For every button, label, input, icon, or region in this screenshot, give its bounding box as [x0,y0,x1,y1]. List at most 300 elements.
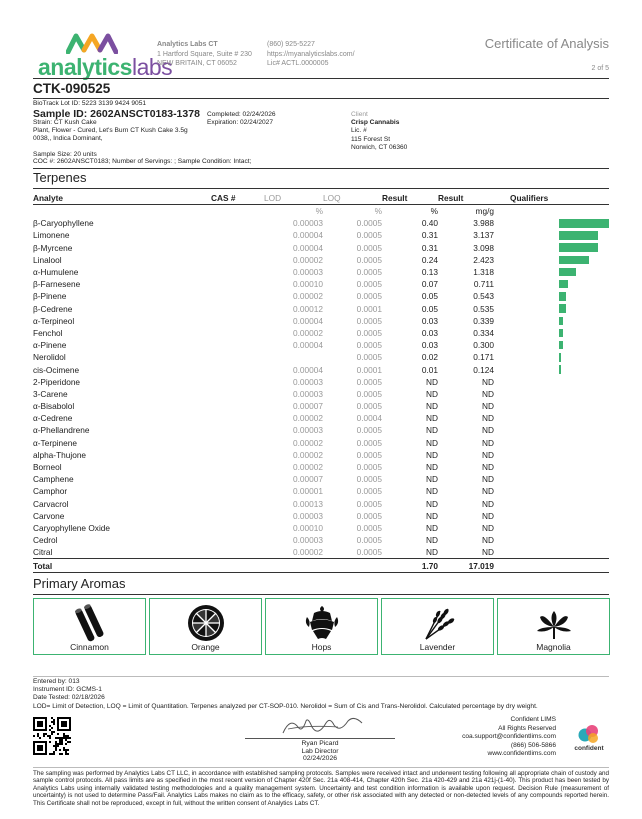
lims-name: Confident LIMS [510,716,556,723]
result-mgg: 1.318 [473,267,494,278]
result-pct: ND [426,413,438,424]
unit-result-pct: % [430,206,438,217]
table-row [33,217,609,229]
result-pct: ND [426,486,438,497]
lod-value: 0.00004 [293,242,323,253]
qr-code[interactable] [33,717,71,755]
client-license: Lic. # [351,127,367,135]
result-pct: 0.05 [421,291,438,302]
lod-value: 0.00003 [293,425,323,436]
lims-email[interactable]: coa.support@confidentlims.com [462,733,556,741]
lims-rights: All Rights Reserved [498,724,556,732]
aroma-card-hops [265,598,378,655]
loq-value: 0.0005 [356,267,382,278]
qualifier-bar [559,341,563,350]
loq-value: 0.0005 [356,242,382,253]
signer-name: Ryan Picard [301,740,339,747]
table-row [33,315,609,327]
loq-value: 0.0005 [356,401,382,412]
cas-number [211,522,264,534]
result-pct: ND [426,474,438,485]
table-row [33,303,609,315]
analyte-name: Caryophyllene Oxide [33,522,111,533]
analyte-name: 3-Carene [33,388,68,399]
strain: Strain: CT Kush Cake [33,119,97,126]
aroma-label-lavender: Lavender [419,642,456,652]
col-loq: LOQ [323,193,341,203]
qualifier-bar [559,256,589,265]
result-mgg: ND [482,413,494,424]
result-mgg: ND [482,449,494,460]
analyte-name: α-Cedrene [33,413,73,424]
signature-image [278,713,368,739]
cas-number [211,424,264,436]
analyte-name: cis-Ocimene [33,364,80,375]
lod-value: 0.00013 [293,498,323,509]
biotrack-lot-id: BioTrack Lot ID: 5223 3139 9424 9051 [33,100,147,107]
aroma-card-cinnamon [33,598,146,655]
result-pct: ND [426,535,438,546]
lod-value [264,351,323,363]
lod-value: 0.00002 [293,327,323,338]
lod-value: 0.00002 [293,547,323,558]
loq-value: 0.0004 [356,413,382,424]
cas-number [211,461,264,473]
matrix-line1: Plant, Flower - Cured, Let's Burn CT Kush Cake 3.5g [33,127,188,134]
lod-value: 0.00004 [293,315,323,326]
result-mgg: ND [482,486,494,497]
orange-slice-icon [186,603,226,643]
qualifier-bar-cell [494,546,609,559]
result-pct: 0.03 [421,340,438,351]
table-row [33,461,609,473]
qualifier-bar-cell [494,315,609,327]
col-result-pct: Result [382,193,408,203]
result-pct: ND [426,425,438,436]
cas-number [211,339,264,351]
result-mgg: ND [482,462,494,473]
analyte-name: Linalool [33,254,62,265]
matrix-line2: 0038,, Indica Dominant, [33,135,103,142]
loq-value: 0.0005 [356,425,382,436]
loq-value: 0.0005 [356,254,382,265]
qualifier-bar [559,329,563,338]
result-pct: 0.03 [421,315,438,326]
table-row [33,534,609,546]
footer-divider [33,676,609,677]
table-row [33,339,609,351]
analyte-name: α-Terpineol [33,315,75,326]
analyte-name: Cedrol [33,535,58,546]
analyte-name: Carvacrol [33,498,69,509]
aroma-label-magnolia: Magnolia [536,642,571,652]
aroma-label-cinnamon: Cinnamon [70,642,109,652]
lod-value: 0.00002 [293,413,323,424]
loq-value: 0.0001 [356,303,382,314]
loq-value: 0.0005 [356,498,382,509]
aromas-title: Primary Aromas [33,576,126,591]
loq-value: 0.0005 [356,486,382,497]
col-qualifiers: Qualifiers [510,193,549,203]
aroma-card-orange [149,598,262,655]
aroma-label-orange: Orange [191,642,220,652]
analyte-name: Nerolidol [33,352,66,363]
table-row [33,351,609,363]
loq-value: 0.0005 [356,315,382,326]
analyte-name: Limonene [33,230,70,241]
client-block [351,111,407,152]
loq-value: 0.0005 [356,376,382,387]
cas-number [211,473,264,485]
loq-value: 0.0005 [356,510,382,521]
qualifier-bar [559,243,598,252]
qualifier-bar [559,292,566,301]
analyte-name: Camphor [33,486,68,497]
qualifier-bar-cell [494,363,609,375]
ctk-number: CTK-090525 [33,81,111,96]
loq-value: 0.0005 [356,291,382,302]
cas-number [211,327,264,339]
cas-number [211,266,264,278]
analyte-name: alpha-Thujone [33,449,87,460]
result-mgg: ND [482,522,494,533]
result-mgg: 0.124 [473,364,494,375]
qualifier-bar [559,231,598,240]
table-row [33,254,609,266]
result-mgg: ND [482,388,494,399]
qualifier-bar [559,317,563,326]
loq-value: 0.0001 [356,364,382,375]
table-row [33,412,609,424]
lod-value: 0.00004 [293,230,323,241]
result-mgg: ND [482,474,494,485]
lab-contact-block [267,40,355,69]
loq-value: 0.0005 [356,474,382,485]
lab-phone: (860) 925-5227 [267,41,315,48]
result-pct: 0.07 [421,279,438,290]
lab-license: Lic# ACTL.0000005 [267,60,329,67]
cas-number [211,217,264,229]
lod-loq-note: LOD= Limit of Detection, LOQ = Limit of Quantitation. Terpenes analyzed per CT-SOP-010. Nerolidol = Sum of Cis and Trans-Nerolidol. Calculated percentage by dry weight. [33,702,538,710]
result-mgg: ND [482,376,494,387]
result-pct: 0.05 [421,303,438,314]
result-pct: ND [426,522,438,533]
cas-number [211,290,264,302]
result-pct: 0.31 [421,242,438,253]
terpenes-divider [33,188,609,189]
table-row [33,437,609,449]
analyte-name: α-Bisabolol [33,401,75,412]
table-row [33,522,609,534]
qualifier-bar-cell [494,437,609,449]
cas-number [211,498,264,510]
total-mgg: 17.019 [468,560,494,571]
cas-number [211,229,264,241]
qualifier-bar [559,280,568,289]
coc-info: COC #: 2602ANSCT0183; Number of Servings: ; Sample Condition: Intact; [33,158,252,165]
aroma-card-lavender [381,598,494,655]
disclaimer-text: The sampling was performed by Analytics Labs CT LLC, in accordance with established sampling protocols. Samples were received intact and underwent testing following all appropriate chain of custody and sample control protocols. All pass limits are as specified in the most recent version of Chapter 420f Sec. 21a 408-414, Chapter 420h Sec. 21a 420-429 and 21a 421j-(1-40). This product has been tested by Analytics Labs using internally validated testing methodologies and a quality management system. Uncertainty and test condition information is available upon request. Decision Rule (measurement of uncertainty) is not used to determine Pass/Fail. Analytics Labs makes no claim as to the efficacy, safety, or other risk associated with any detected or non-detected levels of any compounds reported herein. This Certificate shall not be reproduced, except in full, without the written consent of Analytics Labs CT. [33,770,609,807]
result-mgg: 2.423 [473,254,494,265]
analyte-name: α-Terpinene [33,437,77,448]
loq-value: 0.0005 [356,218,382,229]
total-label: Total [33,560,53,571]
lod-value: 0.00002 [293,437,323,448]
qualifier-bar-cell [494,388,609,400]
qualifier-bar [559,304,566,313]
loq-value: 0.0005 [356,462,382,473]
lod-value: 0.00003 [293,267,323,278]
lod-value: 0.00004 [293,340,323,351]
result-pct: ND [426,401,438,412]
signature-line [245,738,395,739]
lod-value: 0.00001 [293,486,323,497]
loq-value: 0.0005 [356,340,382,351]
result-mgg: ND [482,401,494,412]
loq-value: 0.0005 [356,535,382,546]
qualifier-bar [559,268,576,277]
result-pct: 0.03 [421,327,438,338]
result-mgg: 3.137 [473,230,494,241]
table-row [33,327,609,339]
completed-date: Completed: 02/24/2026 [207,111,276,118]
sample-id: Sample ID: 2602ANSCT0183-1378 [33,108,200,120]
analyte-name: Citral [33,547,53,558]
loq-value: 0.0005 [356,547,382,558]
result-pct: 0.01 [421,364,438,375]
lod-value: 0.00002 [293,462,323,473]
entered-by: Entered by: 013 [33,678,80,685]
lab-name: Analytics Labs CT [157,41,218,48]
cas-number [211,400,264,412]
qualifier-bar-cell [494,510,609,522]
analyte-name: α-Phellandrene [33,425,90,436]
header-divider [33,78,609,79]
disclaimer-divider [33,767,609,768]
loq-value: 0.0005 [356,230,382,241]
lod-value: 0.00002 [293,254,323,265]
cas-number [211,315,264,327]
result-mgg: 0.300 [473,340,494,351]
sample-divider [33,168,609,169]
lod-value: 0.00012 [293,303,323,314]
total-pct: 1.70 [421,560,438,571]
loq-value: 0.0005 [356,279,382,290]
result-mgg: 0.711 [473,279,494,290]
company-logo [38,32,173,80]
hops-icon [302,603,342,643]
analyte-name: Camphene [33,474,74,485]
cas-number [211,534,264,546]
cas-number [211,510,264,522]
lims-phone: (866) 506-5866 [510,741,556,749]
cas-number [211,303,264,315]
result-mgg: 3.098 [473,242,494,253]
result-mgg: ND [482,547,494,558]
cas-number [211,278,264,290]
qualifier-bar-cell [494,327,609,339]
result-mgg: ND [482,425,494,436]
col-cas: CAS # [211,193,236,203]
qualifier-bar [559,365,561,374]
test-info-block [33,678,538,711]
page-number: 2 of 5 [591,65,609,72]
analyte-name: Borneol [33,462,62,473]
instrument-id: Instrument ID: GCMS-1 [33,686,102,694]
lims-url[interactable]: www.confidentlims.com [487,750,556,758]
lab-url[interactable]: https://myanalyticslabs.com/ [267,50,355,58]
ctk-divider [33,98,609,99]
table-row [33,449,609,461]
analyte-name: β-Caryophyllene [33,218,94,229]
aroma-card-magnolia [497,598,610,655]
cas-number [211,546,264,559]
qualifier-bar-cell [494,400,609,412]
qualifier-bar-cell [494,498,609,510]
result-mgg: 3.988 [473,218,494,229]
result-pct: 0.13 [421,267,438,278]
result-pct: ND [426,437,438,448]
document-title: Certificate of Analysis [484,36,609,51]
lod-value: 0.00002 [293,449,323,460]
lod-value: 0.00007 [293,474,323,485]
cas-number [211,254,264,266]
result-mgg: 0.334 [473,327,494,338]
client-address2: Norwich, CT 06360 [351,143,408,151]
sample-size: Sample Size: 20 units [33,151,97,158]
qualifier-bar-cell [494,303,609,315]
qualifier-bar-cell [494,339,609,351]
unit-result-mgg: mg/g [475,206,494,217]
result-pct: ND [426,547,438,558]
table-row [33,376,609,388]
confident-logo-icon [578,724,600,744]
magnolia-icon [534,603,574,643]
lod-value: 0.00004 [293,364,323,375]
lod-value: 0.00003 [293,388,323,399]
logo-text-analytics: analytics [38,54,132,80]
result-pct: ND [426,376,438,387]
client-name: Crisp Cannabis [351,119,400,127]
table-row [33,400,609,412]
signature-icon [278,713,368,739]
logo-text-labs: labs [131,54,173,80]
qualifier-bar-cell [494,266,609,278]
qualifier-bar-cell [494,473,609,485]
analyte-name: α-Pinene [33,340,67,351]
client-label: Client [351,111,368,118]
qualifier-bar-cell [494,412,609,424]
signer-title: Lab Director [301,747,339,755]
table-row [33,424,609,436]
loq-value: 0.0005 [356,449,382,460]
result-pct: ND [426,462,438,473]
table-row [33,278,609,290]
qualifier-bar-cell [494,290,609,302]
result-pct: 0.02 [421,352,438,363]
loq-value: 0.0005 [356,522,382,533]
lod-value: 0.00010 [293,522,323,533]
result-pct: 0.31 [421,230,438,241]
table-row [33,290,609,302]
table-row [33,510,609,522]
qualifier-bar-cell [494,461,609,473]
lod-value: 0.00002 [293,291,323,302]
lod-value: 0.00003 [293,510,323,521]
col-analyte: Analyte [33,193,63,203]
qualifier-bar-cell [494,351,609,363]
table-row [33,388,609,400]
aroma-label-hops: Hops [311,642,332,652]
result-mgg: 0.535 [473,303,494,314]
lims-info-block [462,716,556,759]
loq-value: 0.0005 [356,352,382,363]
lod-value: 0.00007 [293,401,323,412]
analyte-name: β-Myrcene [33,242,73,253]
client-address1: 115 Forest St [351,135,391,143]
col-result-mgg: Result [438,193,464,203]
table-row [33,363,609,375]
qualifier-bar [559,219,609,228]
qualifier-bar [559,353,561,362]
table-row [33,242,609,254]
result-pct: ND [426,388,438,399]
analyte-name: Carvone [33,510,65,521]
table-row [33,546,609,559]
cas-number [211,242,264,254]
qualifier-bar-cell [494,485,609,497]
result-pct: 0.40 [421,218,438,229]
lab-address-line1: 1 Hartford Square, Suite # 230 [157,50,252,58]
result-pct: ND [426,449,438,460]
loq-value: 0.0005 [356,437,382,448]
loq-value: 0.0005 [356,327,382,338]
qualifier-bar-cell [494,534,609,546]
signer-date: 02/24/2026 [302,755,338,762]
result-mgg: ND [482,498,494,509]
result-mgg: ND [482,510,494,521]
lab-address-block [157,40,252,69]
unit-loq: % [374,206,382,217]
qualifier-bar-cell [494,254,609,266]
analyte-name: Fenchol [33,327,63,338]
result-pct: ND [426,510,438,521]
qr-code-icon [33,717,71,755]
lab-address-line2: NEW BRITAIN, CT 06052 [157,60,237,67]
loq-value: 0.0005 [356,388,382,399]
cas-number [211,376,264,388]
col-lod: LOD [264,193,282,203]
result-pct: ND [426,498,438,509]
analyte-name: 2-Piperidone [33,376,81,387]
terpenes-table [33,192,609,573]
result-mgg: ND [482,535,494,546]
qualifier-bar-cell [494,449,609,461]
qualifier-bar-cell [494,278,609,290]
cas-number [211,388,264,400]
cas-number [211,412,264,424]
analyte-name: α-Humulene [33,267,79,278]
lavender-icon [418,603,458,643]
result-mgg: 0.543 [473,291,494,302]
cas-number [211,449,264,461]
logo-mark-icon [66,32,118,54]
cas-number [211,485,264,497]
table-row [33,498,609,510]
qualifier-bar-cell [494,376,609,388]
lod-value: 0.00003 [293,376,323,387]
result-mgg: 0.171 [473,352,494,363]
